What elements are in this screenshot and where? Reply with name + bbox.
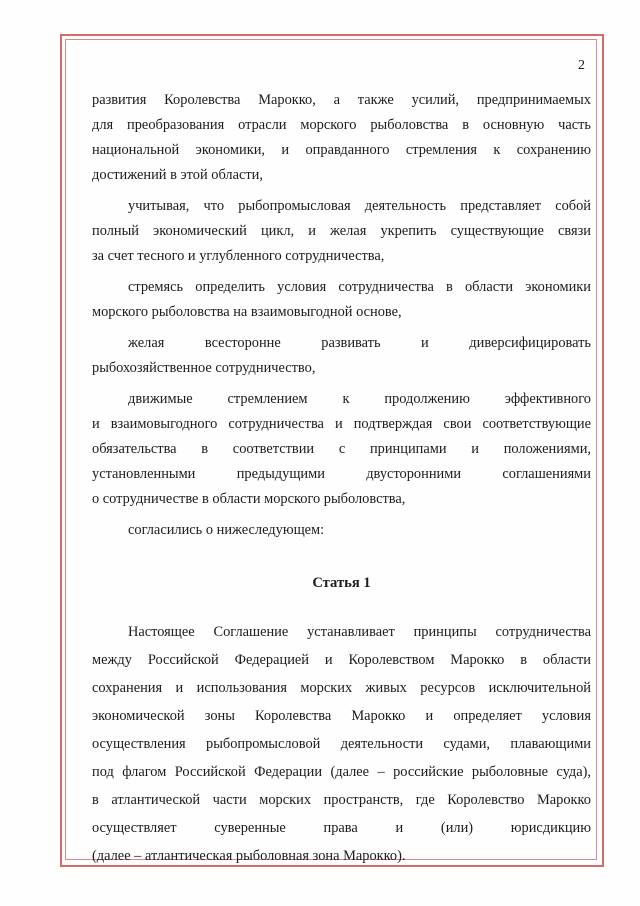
text-line: рыбохозяйственное сотрудничество, <box>92 360 316 376</box>
text-line: стремясь определить условия сотрудничества в области экономики <box>128 279 591 295</box>
text-line: установленными предыдущими двусторонними соглашениями <box>92 466 591 482</box>
text-line: о сотрудничестве в области морского рыболовства, <box>92 491 406 507</box>
text-line: обязательства в соответствии с принципами и положениями, <box>92 441 591 457</box>
article-heading: Статья 1 <box>312 575 371 591</box>
text-line: полный экономический цикл, и желая укрепить существующие связи <box>92 223 591 239</box>
text-line: за счет тесного и углубленного сотрудничества, <box>92 248 385 264</box>
text-line: движимые стремлением к продолжению эффективного <box>128 391 591 407</box>
text-line: осуществления рыбопромысловой деятельности судами, плавающими <box>92 736 591 752</box>
text-line: морского рыболовства на взаимовыгодной основе, <box>92 304 402 320</box>
text-line: достижений в этой области, <box>92 167 263 183</box>
text-line: Настоящее Соглашение устанавливает принципы сотрудничества <box>128 624 591 640</box>
text-line: и взаимовыгодного сотрудничества и подтверждая свои соответствующие <box>92 416 591 432</box>
text-line: осуществляет суверенные права и (или) юрисдикцию <box>92 820 591 836</box>
text-line: желая всесторонне развивать и диверсифицировать <box>128 335 591 351</box>
page-number: 2 <box>578 58 585 73</box>
text-line: экономической зоны Королевства Марокко и определяет условия <box>92 708 591 724</box>
text-line: развития Королевства Марокко, а также усилий, предпринимаемых <box>92 92 591 108</box>
text-line: под флагом Российской Федерации (далее – российские рыболовные суда), <box>92 764 591 780</box>
document-body <box>92 88 591 870</box>
text-line: для преобразования отрасли морского рыболовства в основную часть <box>92 117 591 133</box>
text-line: (далее – атлантическая рыболовная зона Марокко). <box>92 848 406 864</box>
text-line: учитывая, что рыбопромысловая деятельность представляет собой <box>128 198 591 214</box>
text-line: между Российской Федерацией и Королевством Марокко в области <box>92 652 591 668</box>
text-line: национальной экономики, и оправданного стремления к сохранению <box>92 142 591 158</box>
text-line: согласились о нижеследующем: <box>128 522 325 538</box>
text-line: в атлантической части морских пространств, где Королевство Марокко <box>92 792 591 808</box>
article-text <box>92 618 591 870</box>
text-line: сохранения и использования морских живых ресурсов исключительной <box>92 680 591 696</box>
